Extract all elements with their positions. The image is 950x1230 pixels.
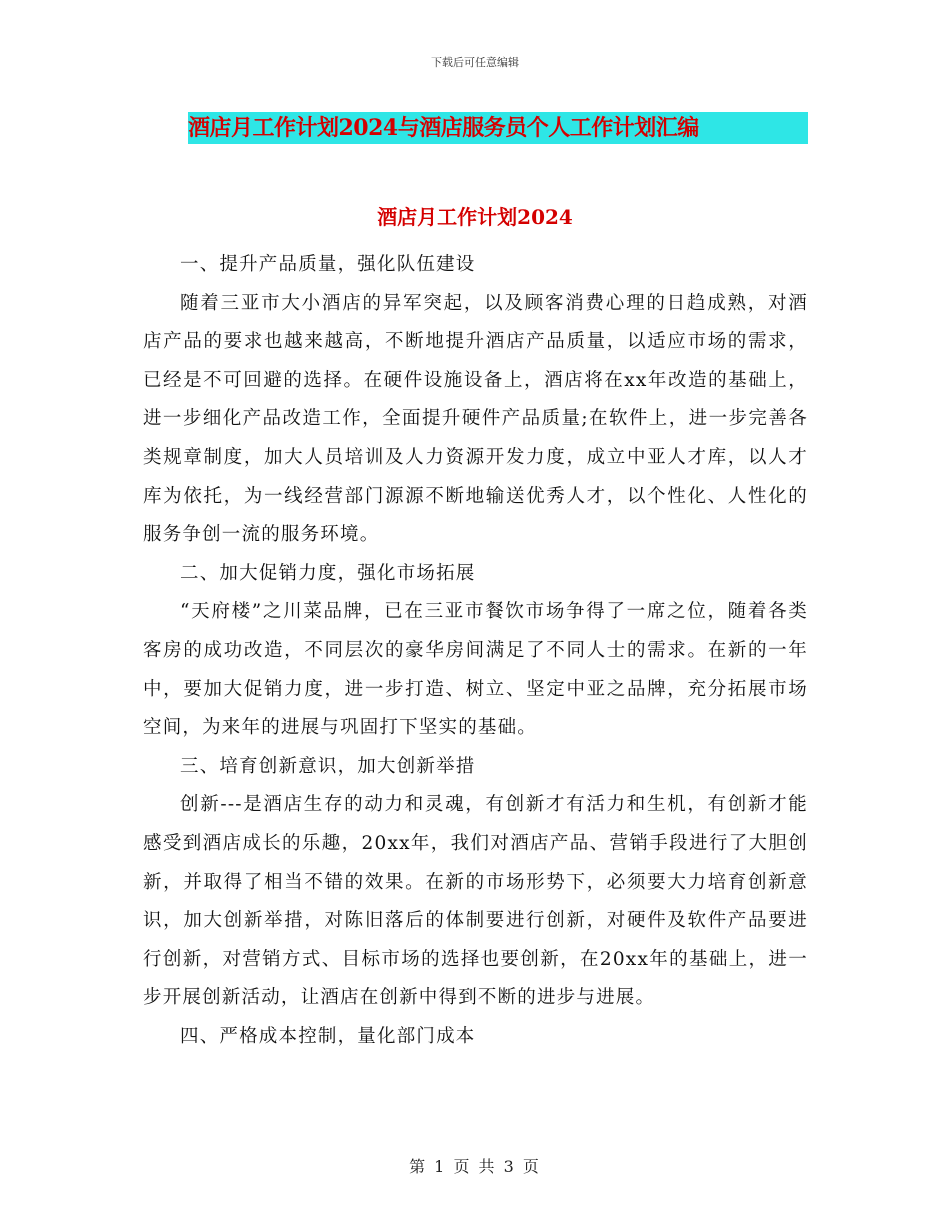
- paragraph-1: 随着三亚市大小酒店的异军突起，以及顾客消费心理的日趋成熟，对酒店产品的要求也越来越高，不断地提升酒店产品质量，以适应市场的需求，已经是不可回避的选择。在硬件设施设备上，酒店将在xx年改造的基础上，进一步细化产品改造工作，全面提升硬件产品质量;在软件上，进一步完善各类规章制度，加大人员培训及人力资源开发力度，成立中亚人才库，以人才库为依托，为一线经营部门源源不断地输送优秀人才，以个性化、人性化的服务争创一流的服务环境。: [143, 292, 808, 546]
- section-title: 酒店月工作计划2024: [377, 205, 573, 229]
- heading-1: 一、提升产品质量，强化队伍建设: [180, 254, 476, 275]
- page-number: 第 1 页 共 3 页: [409, 1157, 541, 1176]
- header-note: 下载后可任意编辑: [431, 56, 519, 69]
- document-title: 酒店月工作计划2024与酒店服务员个人工作计划汇编: [188, 112, 808, 144]
- heading-4: 四、严格成本控制，量化部门成本: [180, 1025, 476, 1047]
- document-body: [143, 246, 808, 1056]
- paragraph-3: 创新---是酒店生存的动力和灵魂，有创新才有活力和生机，有创新才能感受到酒店成长的乐趣，20xx年，我们对酒店产品、营销手段进行了大胆创新，并取得了相当不错的效果。在新的市场形势下，必须要大力培育创新意识，加大创新举措，对陈旧落后的体制要进行创新，对硬件及软件产品要进行创新，对营销方式、目标市场的选择也要创新，在20xx年的基础上，进一步开展创新活动，让酒店在创新中得到不断的进步与进展。: [143, 794, 808, 1009]
- heading-3: 三、培育创新意识，加大创新举措: [180, 755, 476, 777]
- heading-2: 二、加大促销力度，强化市场拓展: [180, 562, 476, 584]
- paragraph-2: “天府楼”之川菜品牌，已在三亚市餐饮市场争得了一席之位，随着各类客房的成功改造，不同层次的豪华房间满足了不同人士的需求。在新的一年中，要加大促销力度，进一步打造、树立、坚定中亚之品牌，充分拓展市场空间，为来年的进展与巩固打下坚实的基础。: [143, 601, 808, 739]
